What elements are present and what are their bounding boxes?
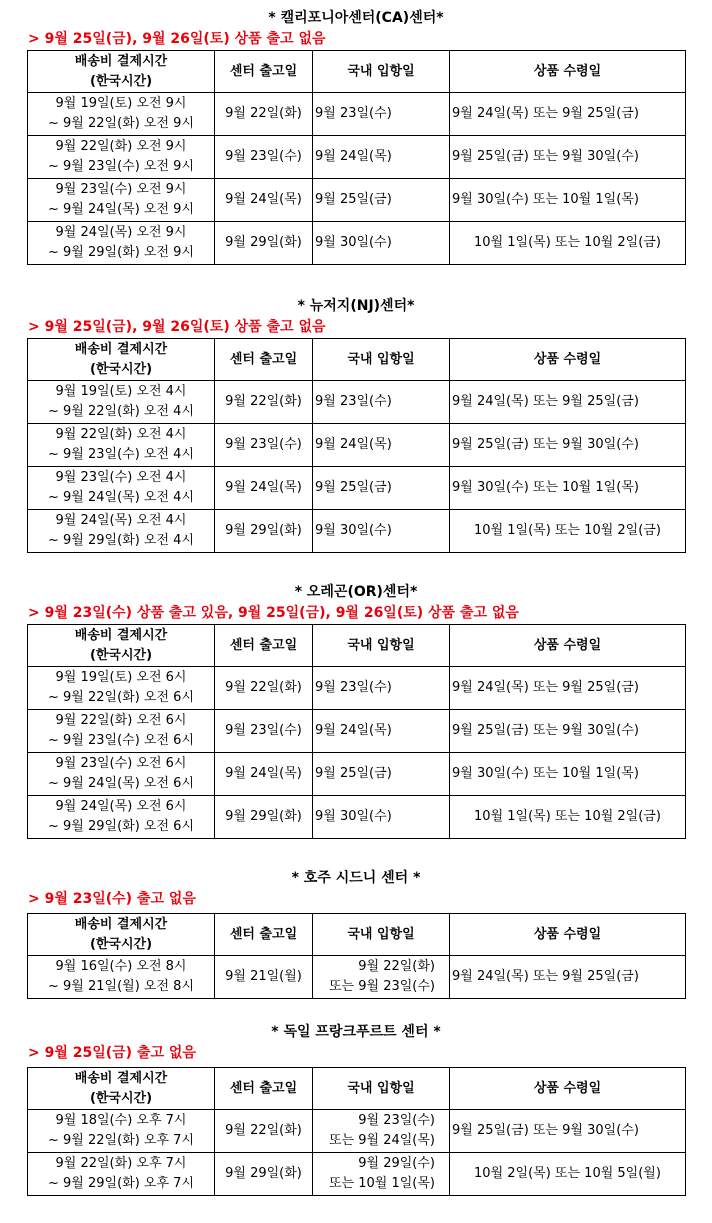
center-out-cell: 9월 23일(수) (215, 424, 313, 467)
receive-cell: 9월 30일(수) 또는 10월 1일(목) (450, 467, 686, 510)
receive-cell: 9월 25일(금) 또는 9월 30일(수) (450, 710, 686, 753)
arrival-cell: 9월 30일(수) (313, 510, 450, 553)
payment-time-cell: 9월 23일(수) 오전 4시 ~ 9월 24일(목) 오전 4시 (28, 467, 215, 510)
header-center-out: 센터 출고일 (215, 51, 313, 93)
header-payment-time: 배송비 결제시간 (한국시간) (28, 625, 215, 667)
shipping-table (27, 913, 686, 999)
payment-time-cell: 9월 19일(토) 오전 9시 ~ 9월 22일(화) 오전 9시 (28, 93, 215, 136)
table-row (28, 222, 686, 265)
header-receive: 상품 수령일 (450, 625, 686, 667)
header-payment-time: 배송비 결제시간 (한국시간) (28, 1068, 215, 1110)
arrival-cell: 9월 22일(화) 또는 9월 23일(수) (313, 956, 450, 999)
header-receive: 상품 수령일 (450, 339, 686, 381)
arrival-cell: 9월 25일(금) (313, 179, 450, 222)
table-row (28, 467, 686, 510)
receive-cell: 9월 30일(수) 또는 10월 1일(목) (450, 753, 686, 796)
shipping-table (27, 50, 686, 265)
table-row (28, 510, 686, 553)
header-center-out: 센터 출고일 (215, 339, 313, 381)
header-arrival: 국내 입항일 (313, 51, 450, 93)
center-out-cell: 9월 23일(수) (215, 710, 313, 753)
section-title: * 독일 프랑크푸르트 센터 * (271, 1024, 441, 1040)
center-out-cell: 9월 29일(화) (215, 222, 313, 265)
arrival-cell: 9월 29일(수) 또는 10월 1일(목) (313, 1153, 450, 1196)
arrival-cell: 9월 23일(수) (313, 93, 450, 136)
header-payment-time: 배송비 결제시간 (한국시간) (28, 51, 215, 93)
payment-time-cell: 9월 22일(화) 오전 6시 ~ 9월 23일(수) 오전 6시 (28, 710, 215, 753)
payment-time-cell: 9월 22일(화) 오전 4시 ~ 9월 23일(수) 오전 4시 (28, 424, 215, 467)
table-row (28, 1153, 686, 1196)
section-notice: > 9월 23일(수) 상품 출고 있음, 9월 25일(금), 9월 26일(토) 상품 출고 없음 (28, 605, 519, 621)
center-out-cell: 9월 21일(월) (215, 956, 313, 999)
table-row (28, 179, 686, 222)
section-title: * 뉴저지(NJ)센터* (297, 298, 415, 314)
section-title: * 호주 시드니 센터 * (291, 870, 421, 886)
table-row (28, 381, 686, 424)
table-row (28, 136, 686, 179)
center-out-cell: 9월 29일(화) (215, 510, 313, 553)
payment-time-cell: 9월 24일(목) 오전 6시 ~ 9월 29일(화) 오전 6시 (28, 796, 215, 839)
header-receive: 상품 수령일 (450, 1068, 686, 1110)
section-notice: > 9월 25일(금), 9월 26일(토) 상품 출고 없음 (28, 319, 326, 335)
center-out-cell: 9월 22일(화) (215, 667, 313, 710)
table-row (28, 1110, 686, 1153)
center-out-cell: 9월 29일(화) (215, 1153, 313, 1196)
center-out-cell: 9월 22일(화) (215, 381, 313, 424)
payment-time-cell: 9월 24일(목) 오전 4시 ~ 9월 29일(화) 오전 4시 (28, 510, 215, 553)
shipping-table (27, 1067, 686, 1196)
receive-cell: 9월 30일(수) 또는 10월 1일(목) (450, 179, 686, 222)
receive-cell: 10월 1일(목) 또는 10월 2일(금) (450, 222, 686, 265)
receive-cell: 10월 1일(목) 또는 10월 2일(금) (450, 796, 686, 839)
header-arrival: 국내 입항일 (313, 914, 450, 956)
table-row (28, 667, 686, 710)
payment-time-cell: 9월 16일(수) 오전 8시 ~ 9월 21일(월) 오전 8시 (28, 956, 215, 999)
table-row (28, 424, 686, 467)
payment-time-cell: 9월 22일(화) 오후 7시 ~ 9월 29일(화) 오후 7시 (28, 1153, 215, 1196)
receive-cell: 10월 1일(목) 또는 10월 2일(금) (450, 510, 686, 553)
header-arrival: 국내 입항일 (313, 625, 450, 667)
arrival-cell: 9월 30일(수) (313, 222, 450, 265)
payment-time-cell: 9월 23일(수) 오전 6시 ~ 9월 24일(목) 오전 6시 (28, 753, 215, 796)
payment-time-cell: 9월 23일(수) 오전 9시 ~ 9월 24일(목) 오전 9시 (28, 179, 215, 222)
receive-cell: 9월 25일(금) 또는 9월 30일(수) (450, 424, 686, 467)
receive-cell: 9월 24일(목) 또는 9월 25일(금) (450, 667, 686, 710)
header-receive: 상품 수령일 (450, 51, 686, 93)
table-header-row (28, 914, 686, 956)
table-row (28, 753, 686, 796)
header-arrival: 국내 입항일 (313, 339, 450, 381)
header-payment-time: 배송비 결제시간 (한국시간) (28, 339, 215, 381)
section-notice: > 9월 25일(금), 9월 26일(토) 상품 출고 없음 (28, 31, 326, 47)
arrival-cell: 9월 24일(목) (313, 136, 450, 179)
center-out-cell: 9월 24일(목) (215, 753, 313, 796)
section-title: * 오레곤(OR)센터* (294, 584, 418, 600)
center-out-cell: 9월 23일(수) (215, 136, 313, 179)
receive-cell: 9월 25일(금) 또는 9월 30일(수) (450, 136, 686, 179)
header-center-out: 센터 출고일 (215, 1068, 313, 1110)
table-row (28, 710, 686, 753)
arrival-cell: 9월 30일(수) (313, 796, 450, 839)
payment-time-cell: 9월 18일(수) 오후 7시 ~ 9월 22일(화) 오후 7시 (28, 1110, 215, 1153)
shipping-table (27, 338, 686, 553)
header-center-out: 센터 출고일 (215, 625, 313, 667)
table-header-row (28, 625, 686, 667)
table-header-row (28, 1068, 686, 1110)
shipping-table (27, 624, 686, 839)
payment-time-cell: 9월 19일(토) 오전 4시 ~ 9월 22일(화) 오전 4시 (28, 381, 215, 424)
table-row (28, 956, 686, 999)
arrival-cell: 9월 23일(수) (313, 381, 450, 424)
section-notice: > 9월 25일(금) 출고 없음 (28, 1045, 196, 1061)
payment-time-cell: 9월 22일(화) 오전 9시 ~ 9월 23일(수) 오전 9시 (28, 136, 215, 179)
center-out-cell: 9월 24일(목) (215, 179, 313, 222)
arrival-cell: 9월 23일(수) 또는 9월 24일(목) (313, 1110, 450, 1153)
arrival-cell: 9월 25일(금) (313, 753, 450, 796)
receive-cell: 9월 24일(목) 또는 9월 25일(금) (450, 956, 686, 999)
receive-cell: 10월 2일(목) 또는 10월 5일(월) (450, 1153, 686, 1196)
center-out-cell: 9월 22일(화) (215, 1110, 313, 1153)
center-out-cell: 9월 24일(목) (215, 467, 313, 510)
arrival-cell: 9월 24일(목) (313, 424, 450, 467)
arrival-cell: 9월 23일(수) (313, 667, 450, 710)
arrival-cell: 9월 25일(금) (313, 467, 450, 510)
table-header-row (28, 339, 686, 381)
section-notice: > 9월 23일(수) 출고 없음 (28, 891, 196, 907)
header-receive: 상품 수령일 (450, 914, 686, 956)
table-row (28, 796, 686, 839)
center-out-cell: 9월 22일(화) (215, 93, 313, 136)
section-title: * 캘리포니아센터(CA)센터* (268, 10, 444, 26)
table-row (28, 93, 686, 136)
receive-cell: 9월 24일(목) 또는 9월 25일(금) (450, 93, 686, 136)
receive-cell: 9월 24일(목) 또는 9월 25일(금) (450, 381, 686, 424)
payment-time-cell: 9월 19일(토) 오전 6시 ~ 9월 22일(화) 오전 6시 (28, 667, 215, 710)
header-arrival: 국내 입항일 (313, 1068, 450, 1110)
header-payment-time: 배송비 결제시간 (한국시간) (28, 914, 215, 956)
receive-cell: 9월 25일(금) 또는 9월 30일(수) (450, 1110, 686, 1153)
table-header-row (28, 51, 686, 93)
arrival-cell: 9월 24일(목) (313, 710, 450, 753)
center-out-cell: 9월 29일(화) (215, 796, 313, 839)
payment-time-cell: 9월 24일(목) 오전 9시 ~ 9월 29일(화) 오전 9시 (28, 222, 215, 265)
header-center-out: 센터 출고일 (215, 914, 313, 956)
